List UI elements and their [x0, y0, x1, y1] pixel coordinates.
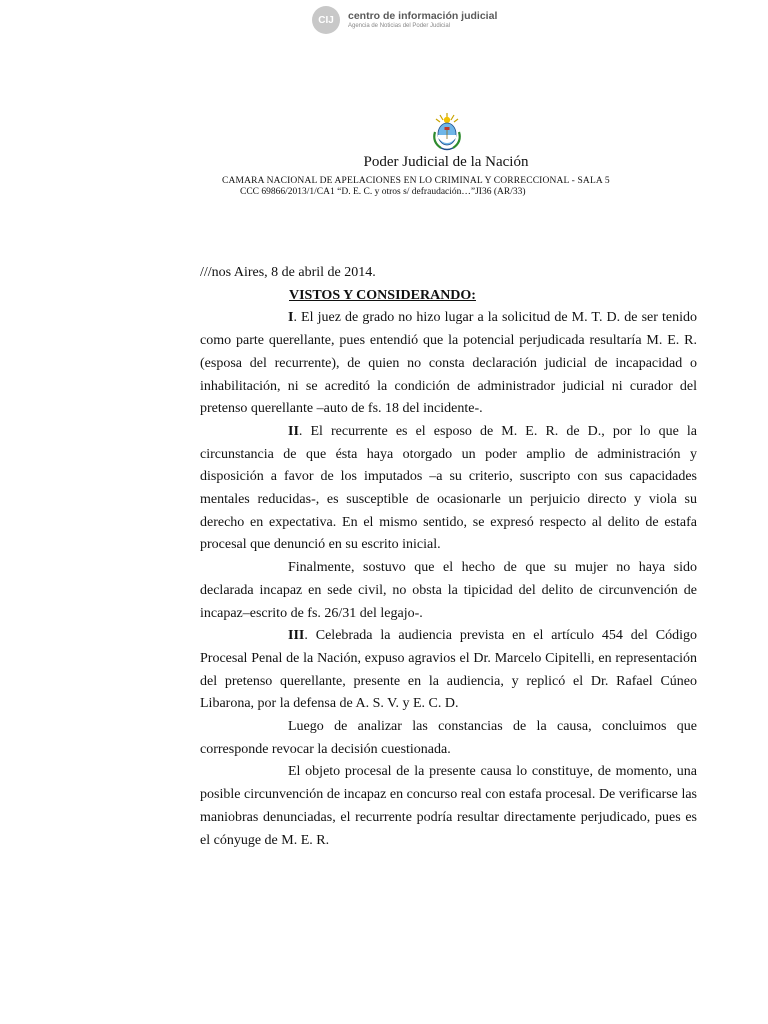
dateline: ///nos Aires, 8 de abril de 2014. — [200, 265, 376, 280]
paragraph-text: Luego de analizar las constancias de la causa, concluimos que corresponde revocar la decisión cuestionada. — [200, 719, 697, 757]
paragraph-text: . Celebrada la audiencia prevista en el artículo 454 del Código Procesal Penal de la Nación, expuso agravios el Dr. Marcelo Cipitelli, en representación del pretenso querellante, presente en la audiencia, y replicó el Dr. Rafael Cúneo Libarona, por la defensa de A. S. V. y E. C. D. — [200, 628, 697, 712]
paragraph — [200, 557, 697, 625]
case-reference: CCC 69866/2013/1/CA1 “D. E. C. y otros s/ defraudación…”JI36 (AR/33) — [240, 187, 526, 197]
section-heading: VISTOS Y CONSIDERANDO: — [289, 287, 476, 303]
section-numeral: II — [288, 423, 299, 439]
paragraph — [200, 761, 697, 852]
cij-logo: CIJ — [312, 6, 340, 34]
paragraph — [200, 307, 697, 421]
banner-text — [348, 11, 497, 30]
cij-banner — [290, 2, 514, 38]
banner-title: centro de información judicial — [348, 9, 498, 22]
coat-of-arms-icon — [429, 112, 465, 152]
banner-subtitle: Agencia de Noticias del Poder Judicial — [348, 23, 451, 30]
document-body — [200, 262, 697, 852]
paragraph-text: . El recurrente es el esposo de M. E. R. de D., por lo que la circunstancia de que ésta haya otorgado un poder amplio de administración y disposición a favor de los imputados –a su criterio, suscripto con sus capacidades mentales reducidas-, es susceptible de ocasionarle un perjuicio directo y viola su derecho en expectativa. En el mismo sentido, se expresó respecto al delito de estafa procesal que denunció en su escrito inicial. — [200, 423, 697, 553]
paragraph-text: El objeto procesal de la presente causa lo constituye, de momento, una posible circunvención de incapaz en concurso real con estafa procesal. De verificarse las maniobras denunciadas, el recurrente podría resultar directamente perjudicado, pues es el cónyuge de M. E. R. — [200, 764, 697, 848]
paragraph-text: Finalmente, sostuvo que el hecho de que su mujer no haya sido declarada incapaz en sede civil, no obsta la tipicidad del delito de circunvención de incapaz–escrito de fs. 26/31 del legajo-. — [200, 560, 697, 621]
paragraph — [200, 625, 697, 716]
paragraph-text: . El juez de grado no hizo lugar a la solicitud de M. T. D. de ser tenido como parte querellante, pues entendió que la potencial perjudicada resultaría M. E. R. (esposa del recurrente), de quien no consta declaración judicial de incapacidad o inhabilitación, ni se acreditó la condición de administrador judicial ni curador del pretenso querellante –auto de fs. 18 del incidente-. — [200, 310, 697, 417]
court-name: CAMARA NACIONAL DE APELACIONES EN LO CRIMINAL Y CORRECCIONAL - SALA 5 — [222, 176, 610, 186]
section-numeral: I — [288, 310, 294, 326]
institution-title: Poder Judicial de la Nación — [363, 154, 529, 170]
section-numeral: III — [288, 628, 305, 644]
paragraph — [200, 716, 697, 761]
paragraph — [200, 421, 697, 557]
